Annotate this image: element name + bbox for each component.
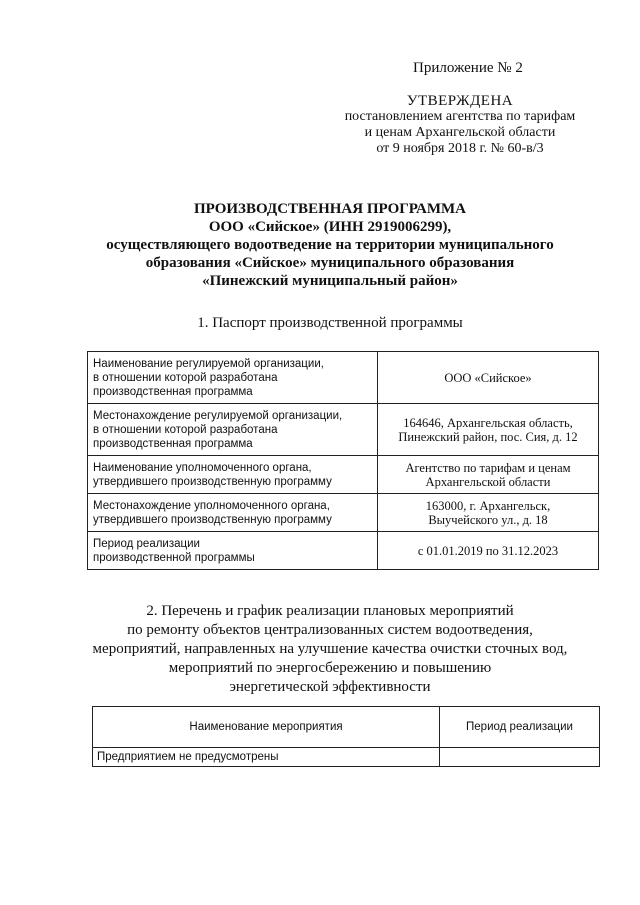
measures-table [92,706,600,767]
table-row [88,494,599,532]
passport-table [87,351,599,570]
title-line: образования «Сийское» муниципального образования [145,255,515,271]
label-line: в отношении которой разработана [93,423,278,436]
column-header-name: Наименование мероприятия [93,707,440,748]
title-line: ООО «Сийское» (ИНН 2919006299), [208,219,452,235]
heading-line: по ремонту объектов централизованных систем водоотведения, [127,622,533,638]
label-line: производственная программа [93,437,253,450]
value-line: 164646, Архангельская область, [403,415,573,430]
table-row [88,352,599,404]
label-line: производственная программа [93,385,253,398]
row-value [378,532,599,570]
value-line: Архангельской области [425,474,551,489]
title-line: ПРОИЗВОДСТВЕННАЯ ПРОГРАММА [193,201,466,217]
value-line: 163000, г. Архангельск, [425,498,551,513]
label-line: утвердившего производственную программу [93,513,332,526]
row-label [88,352,378,404]
label-line: производственной программы [93,551,255,564]
row-value [378,404,599,456]
approved-heading: УТВЕРЖДЕНА [406,93,514,109]
title-line: осуществляющего водоотведение на территории муниципального [106,237,554,253]
table-row [88,456,599,494]
label-line: в отношении которой разработана [93,371,278,384]
label-line: Наименование уполномоченного органа, [93,461,312,474]
heading-line: 2. Перечень и график реализации плановых мероприятий [146,603,514,619]
measure-period-cell [440,748,600,767]
column-header-period: Период реализации [440,707,600,748]
approved-line: от 9 ноября 2018 г. № 60-в/3 [376,141,544,156]
section1-heading: 1. Паспорт производственной программы [197,315,463,331]
row-label [88,532,378,570]
label-line: Местонахождение уполномоченного органа, [93,499,330,512]
row-value [378,352,599,404]
row-value [378,494,599,532]
section2-heading [40,602,620,697]
row-value [378,456,599,494]
heading-line: мероприятий, направленных на улучшение качества очистки сточных вод, [92,641,568,657]
value-line: Агентство по тарифам и ценам [405,460,571,475]
table-header-row [93,707,600,748]
document-title [40,200,620,290]
heading-line: энергетической эффективности [229,679,431,695]
row-label [88,494,378,532]
label-line: Наименование регулируемой организации, [93,357,324,370]
appendix-number: Приложение № 2 [413,60,523,76]
value-line: Пинежский район, пос. Сия, д. 12 [398,429,578,444]
approved-line: и ценам Архангельской области [364,125,556,140]
row-label [88,456,378,494]
heading-line: мероприятий по энергосбережению и повышению [168,660,492,676]
table-row [93,748,600,767]
label-line: утвердившего производственную программу [93,475,332,488]
value-line: с 01.01.2019 по 31.12.2023 [417,543,559,558]
label-line: Местонахождение регулируемой организации, [93,409,343,422]
table-row [88,532,599,570]
title-line: «Пинежский муниципальный район» [202,273,458,289]
approved-line: постановлением агентства по тарифам [344,109,576,124]
table-row [88,404,599,456]
row-label [88,404,378,456]
measure-name-cell: Предприятием не предусмотрены [93,748,440,767]
approval-block [310,93,610,157]
value-line: ООО «Сийское» [444,370,532,385]
label-line: Период реализации [93,537,200,550]
value-line: Выучейского ул., д. 18 [428,512,548,527]
